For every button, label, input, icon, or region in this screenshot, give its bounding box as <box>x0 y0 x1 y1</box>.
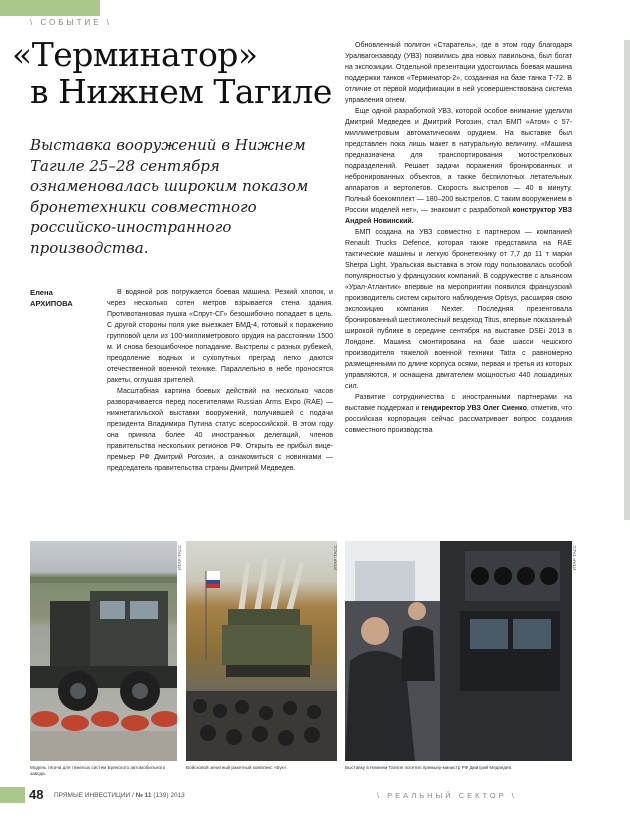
paragraph-text: , отметив, что российская корпорация сейчас рассматривает вопрос создания совместного производства <box>345 405 572 434</box>
quote-attribution: гендиректор УВЗ Олег Сиенко <box>421 405 527 412</box>
paragraph: В водяной ров погружается боевая машина. Резкий хлопок, и через несколько сотен метров взрывается стена здания. Противотанковая пушка «Спрут-СГ» безошибочно попадает в цель. С другой стороны поля уже выезжает БМД-4, готовый к поражению групповой цели из 100-миллиметрового орудия на расстоянии 1500 м. И снова безошибочное попадание. Выстрелы с разных рубежей, преодоление водных и сухопутных преград легко даются отечественной военной технике. Параллельно в небе проносятся ракеты, оглушая зрителей. <box>107 289 333 384</box>
paragraph <box>345 392 572 436</box>
paragraph: Масштабная картина боевых действий на несколько часов разворачивается перед посетителями Russian Arms Expo (RAE) — нижнетагильской выставки вооружений, получившей с подачи президента Владимира Путина статус всероссийской. В этом году она приняла более 40 иностранных делегаций, членов правительства нескольких регионов РФ. Открыть ее прибыл вице-премьер РФ Дмитрий Рогозин, а ознакомиться с новинками — председатель правительства страны Дмитрий Медведев. <box>107 388 333 472</box>
section-label: \ РЕАЛЬНЫЙ СЕКТОР \ <box>377 791 517 800</box>
photo-cockpit <box>345 541 572 761</box>
magazine-title: ПРЯМЫЕ ИНВЕСТИЦИИ / <box>54 792 136 799</box>
text-column-2 <box>345 40 572 436</box>
article-lead: Выставка вооружений в Нижнем Тагиле 25–28 сентября ознаменовалась широким показом бронетехники совместного российско-иностранного производства. <box>30 136 309 257</box>
title-line-2: в Нижнем Тагиле <box>30 72 332 111</box>
paragraph: БМП создана на УВЗ совместно с партнером — компанией Renault Trucks Defence, которая также представила на RAE тактические машины и легкую бронетехнику от 7,7 до 11 т марки Sherpa Light. Уральская выставка в этом году пользовалась особой популярностью у французских компаний. В содружестве с альянсом «Урал-Атлантик» впервые на мероприятии появился французский производитель систем скрытого наблюдения Optsys, расширяя свою экспозицию компания Nexter. Последняя презентовала бронированный шестиколесный вездеход Titus, впервые показанный широкой публике в середине сентября на выставке DSEi 2013 в Лондоне. Машина смонтирована на базе шасси чешского производителя тяжелой военной техники Tatra с равномерно размещенными по длине корпуса осями, первая и третья из которых управляются, и оснащена двигателем мощностью 440 лошадиных сил. <box>345 229 572 390</box>
buk-illustration <box>186 541 337 761</box>
magazine-name <box>54 792 185 799</box>
paragraph: Обновленный полигон «Старатель», где в этом году благодаря Уралвагонзаводу (УВЗ) появились два новых павильона, был богат на экспозиции. Отдельной презентации удостоилась боевая машина поддержки танков «Терминатор-2», созданная на базе танка Т-72. В отличие от первой модификации в ней усовершенствована система управления огнем. <box>345 42 572 104</box>
paragraph <box>345 106 572 227</box>
page-number: 48 <box>29 787 44 802</box>
quote-attribution: конструктор УВЗ Андрей Новинский. <box>345 207 572 225</box>
photo-caption-1: Модель тягача для тяжелых систем Брянского автомобильного завода. <box>30 765 166 776</box>
text-column-1 <box>107 287 333 474</box>
photo-truck <box>30 541 177 761</box>
photo-caption-3: Выставку в Нижнем Тагиле посетил премьер-министр РФ Дмитрий Медведев. <box>345 765 513 770</box>
photo-credit: ИТАР-ТАСС <box>572 545 577 571</box>
issue-number: № 11 <box>135 792 152 799</box>
photo-buk-missile-system <box>186 541 337 761</box>
paragraph-text: Развитие сотрудничества с иностранными партнерами на выставке поддержал и <box>345 394 572 412</box>
author-last-name: АРХИПОВА <box>30 299 73 308</box>
title-line-1: «Терминатор» <box>12 35 258 74</box>
truck-illustration <box>30 541 177 761</box>
paragraph-text: Еще одной разработкой УВЗ, которой особое внимание уделили Дмитрий Медведев и Дмитрий Рогозин, стал БМП «Атом» с 57-миллиметровым автоматическим орудием. На выставке был представлен пока лишь макет в натуральную величину. «Машина предназначена для транспортирования мотострелковых подразделений. Решает задачи поражения бронированных и небронированных объектов, а также беспилотных летательных аппаратов и вертолетов. Скорость выстрелов — 40 в минуту. Полный боекомплект — 180–200 выстрелов. С таким вооружением в России моделей нет», — знакомит с разработкой <box>345 108 572 214</box>
rubric-label: \ СОБЫТИЕ \ <box>30 18 113 27</box>
page-edge-strip <box>624 40 630 520</box>
issue-details: (139) 2013 <box>151 792 185 799</box>
photo-credit: ИТАР-ТАСС <box>333 545 338 571</box>
photo-caption-2: Войсковой зенитный ракетный комплекс «Бук». <box>186 765 288 770</box>
article-title <box>12 36 342 110</box>
footer-color-bar <box>0 787 25 803</box>
author-byline <box>30 287 73 309</box>
rubric-color-bar <box>0 0 100 16</box>
cockpit-illustration <box>345 541 572 761</box>
photo-credit: ИТАР-ТАСС <box>177 545 182 571</box>
author-first-name: Елена <box>30 288 53 297</box>
